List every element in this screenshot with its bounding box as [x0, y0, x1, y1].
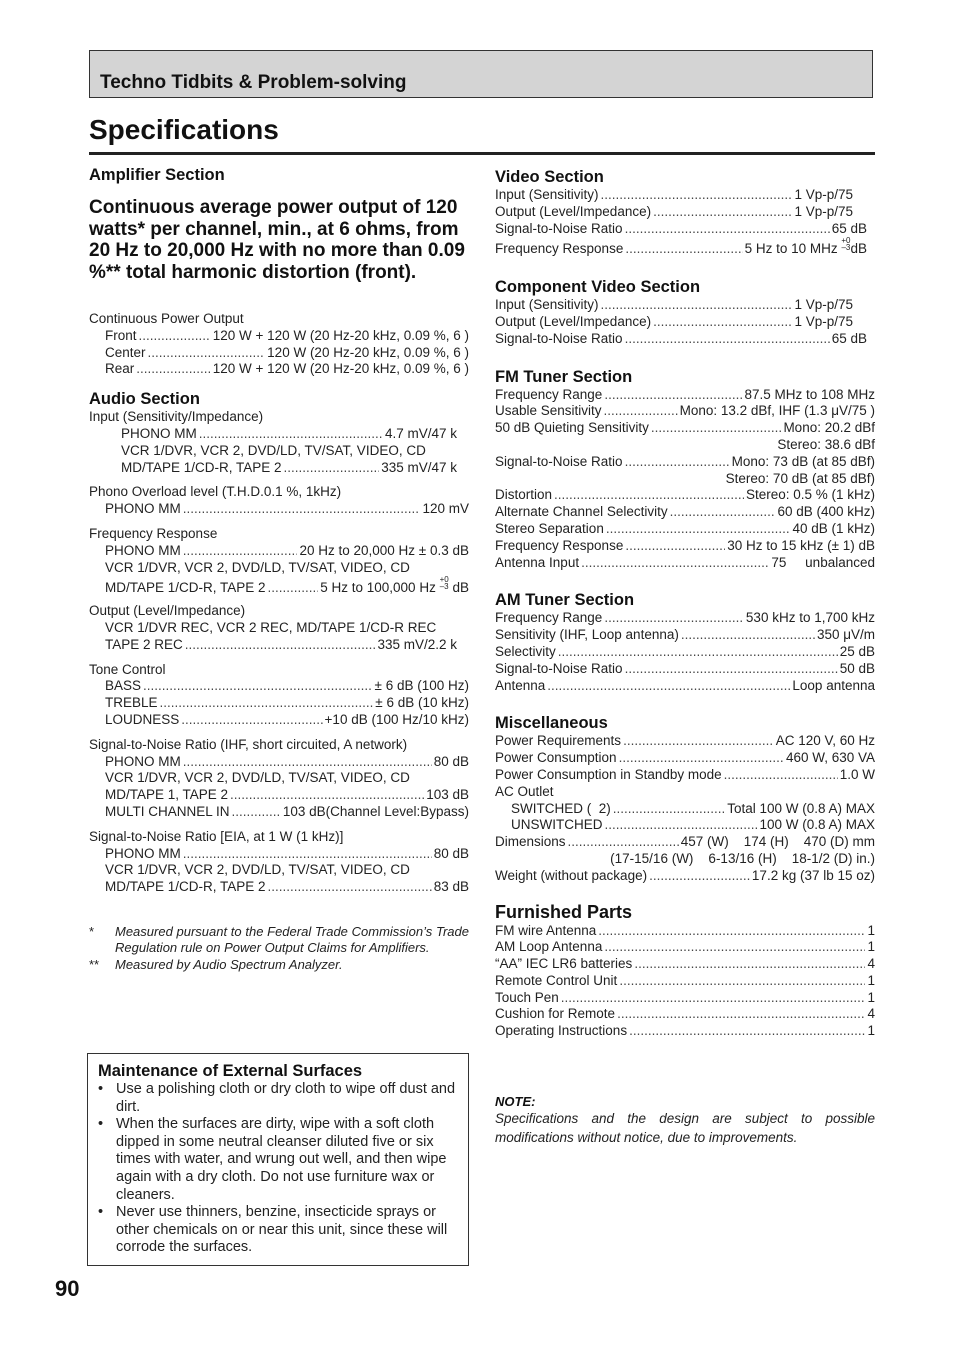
fm-snr-stereo: Stereo: 70 dB (at 85 dBf) — [725, 470, 875, 486]
spec-row-component: Input (Sensitivity) ..... 1 Vp-p/75 — [495, 297, 875, 314]
spec-row-component: Signal-to-Noise Ratio ..... 65 dB — [495, 331, 875, 348]
page-number: 90 — [55, 1276, 80, 1301]
spec-row-misc: Power Requirements ..... AC 120 V, 60 Hz — [495, 733, 875, 750]
spec-row-tape2-rec: TAPE 2 REC ..... 335 mV/2.2 k — [89, 637, 469, 654]
spec-row-snr-ihf-multi: MULTI CHANNEL IN ..... 103 dB(Channel Level:Bypass) — [89, 804, 469, 821]
spec-row-furnished: “AA” IEC LR6 batteries ..... 4 — [495, 956, 875, 973]
spec-row-furnished: Touch Pen ..... 1 — [495, 990, 875, 1007]
spec-row-fm: Frequency Response ..... 30 Hz to 15 kHz (± 1) dB — [495, 538, 875, 555]
misc-heading: Miscellaneous — [495, 714, 608, 733]
right-column — [495, 168, 875, 1147]
audio-heading: Audio Section — [89, 390, 200, 409]
spec-row-unswitched: UNSWITCHED ..... 100 W (0.8 A) MAX — [495, 817, 875, 834]
amplifier-heading: Amplifier Section — [89, 166, 225, 184]
spec-row-overload-phono: PHONO MM ..... 120 mV — [89, 501, 469, 518]
spec-row-md-tape: MD/TAPE 1/CD-R, TAPE 2 ..... 335 mV/47 k — [89, 460, 469, 477]
spec-row-am: Signal-to-Noise Ratio ..... 50 dB — [495, 661, 875, 678]
left-column — [89, 166, 469, 973]
title-divider — [89, 152, 875, 155]
tone-control-label: Tone Control — [89, 661, 166, 677]
spec-row-am: Antenna ..... Loop antenna — [495, 678, 875, 695]
ac-outlet-label: AC Outlet — [495, 783, 554, 799]
maintenance-item: • Never use thinners, benzine, insecticide sprays or other chemicals on or near this unit, since these will corrode the surfaces. — [98, 1204, 448, 1256]
spec-row-video: Signal-to-Noise Ratio ..... 65 dB — [495, 221, 875, 238]
snr-ihf-label: Signal-to-Noise Ratio (IHF, short circuited, A network) — [89, 736, 408, 752]
spec-row-fm: Distortion ..... Stereo: 0.5 % (1 kHz) — [495, 487, 875, 504]
spec-row-video-freq: Frequency Response ..... 5 Hz to 10 MHz $^{+0 -3}$dB — [495, 237, 875, 258]
fm-quiet-stereo: Stereo: 38.6 dBf — [777, 436, 875, 452]
spec-row-snr-ihf-phono: PHONO MM ..... 80 dB — [89, 754, 469, 771]
component-heading: Component Video Section — [495, 278, 701, 297]
snr-ihf-vcr-line: VCR 1/DVR, VCR 2, DVD/LD, TV/SAT, VIDEO, CD — [105, 770, 410, 786]
spec-row-fm: Frequency Range ..... 87.5 MHz to 108 MHz — [495, 387, 875, 404]
spec-row-freq-md-tape: MD/TAPE 1/CD-R, TAPE 2 ..... 5 Hz to 100,000 Hz $^{+0 -3}$ dB — [89, 576, 469, 597]
spec-row-snr-eia-md-tape: MD/TAPE 1/CD-R, TAPE 2 ..... 83 dB — [89, 879, 469, 896]
furnished-heading: Furnished Parts — [495, 901, 633, 922]
maintenance-item: • When the surfaces are dirty, wipe with a soft cloth dipped in some neutral cleanser diluted five or six times with water, and wrung out well, and then wipe again with a dry cloth. Do not use furniture wax or cleaners. — [98, 1116, 447, 1203]
spec-row-dimensions: Dimensions ..... 457 (W) 174 (H) 470 (D) mm — [495, 834, 875, 851]
spec-row-switched: SWITCHED ( 2) ..... Total 100 W (0.8 A) MAX — [495, 801, 875, 818]
spec-row-center: Center ..... 120 W (20 Hz-20 kHz, 0.09 %, 6 ) — [89, 345, 469, 362]
spec-row-snr-ihf-md-tape: MD/TAPE 1, TAPE 2 ..... 103 dB — [89, 787, 469, 804]
amplifier-statement: Continuous average power output of 120 watts* per channel, min., at 6 ohms, from 20 Hz to 20,000 Hz with no more than 0.09 %** total harmonic distortion (front). — [89, 197, 465, 283]
spec-row-phono-mm: PHONO MM ..... 4.7 mV/47 k — [89, 426, 469, 443]
snr-eia-vcr-line: VCR 1/DVR, VCR 2, DVD/LD, TV/SAT, VIDEO, CD — [105, 862, 410, 878]
output-line: VCR 1/DVR REC, VCR 2 REC, MD/TAPE 1/CD-R REC — [105, 619, 437, 635]
output-label: Output (Level/Impedance) — [89, 603, 246, 619]
cpo-label: Continuous Power Output — [89, 311, 244, 326]
spec-row-rear: Rear ..... 120 W + 120 W (20 Hz-20 kHz, 0.09 %, 6 ) — [89, 361, 469, 378]
note-text: Specifications and the design are subject to possible modifications without notice, due to improvements. — [495, 1111, 875, 1146]
spec-row-fm: Stereo Separation ..... 40 dB (1 kHz) — [495, 521, 875, 538]
tolerance-mark: +0 –3 — [439, 575, 449, 592]
spec-row-am: Sensitivity (IHF, Loop antenna) ..... 350 μV/m — [495, 627, 875, 644]
spec-row-furnished: Remote Control Unit ..... 1 — [495, 973, 875, 990]
audio-vcr-line: VCR 1/DVR, VCR 2, DVD/LD, TV/SAT, VIDEO, CD — [121, 442, 426, 458]
maintenance-box — [87, 1053, 469, 1266]
spec-row-furnished: Cushion for Remote ..... 4 — [495, 1006, 875, 1023]
spec-row-furnished: Operating Instructions ..... 1 — [495, 1023, 875, 1040]
spec-row-bass: BASS ..... ± 6 dB (100 Hz) — [89, 678, 469, 695]
maintenance-item: • Use a polishing cloth or dry cloth to wipe off dust and dirt. — [98, 1081, 456, 1115]
spec-row-video: Output (Level/Impedance) ..... 1 Vp-p/75 — [495, 204, 875, 221]
footnote-star1: * Measured pursuant to the Federal Trade Commission’s Trade Regulation rule on Power Output Claims for Amplifiers. — [89, 923, 469, 956]
freq-vcr-line: VCR 1/DVR, VCR 2, DVD/LD, TV/SAT, VIDEO, CD — [105, 559, 410, 575]
spec-row-front: Front ..... 120 W + 120 W (20 Hz-20 kHz, 0.09 %, 6 ) — [89, 328, 469, 345]
section-header-bar — [89, 50, 873, 98]
spec-row-freq-phono: PHONO MM ..... 20 Hz to 20,000 Hz ± 0.3 dB — [89, 543, 469, 560]
spec-row-furnished: FM wire Antenna ..... 1 — [495, 923, 875, 940]
section-header-title: Techno Tidbits & Problem-solving — [100, 72, 407, 93]
note-title: NOTE: — [495, 1094, 536, 1110]
maintenance-heading: Maintenance of External Surfaces — [98, 1062, 363, 1080]
spec-row-fm: Signal-to-Noise Ratio ..... Mono: 73 dB (at 85 dBf) — [495, 454, 875, 471]
video-heading: Video Section — [495, 168, 604, 186]
spec-row-misc: Power Consumption in Standby mode ..... 1.0 W — [495, 767, 875, 784]
am-heading: AM Tuner Section — [495, 591, 635, 610]
overload-label: Phono Overload level (T.H.D.0.1 %, 1kHz) — [89, 484, 342, 500]
spec-row-component: Output (Level/Impedance) ..... 1 Vp-p/75 — [495, 314, 875, 331]
dimensions-inches: (17-15/16 (W) 6-13/16 (H) 18-1/2 (D) in.) — [610, 850, 875, 866]
spec-row-treble: TREBLE ..... ± 6 dB (10 kHz) — [89, 695, 469, 712]
spec-row-furnished: AM Loop Antenna ..... 1 — [495, 939, 875, 956]
spec-row-fm: Alternate Channel Selectivity ..... 60 dB (400 kHz) — [495, 504, 875, 521]
spec-row-fm: Usable Sensitivity ..... Mono: 13.2 dBf, IHF (1.3 μV/75 ) — [495, 403, 875, 420]
spec-row-snr-eia-phono: PHONO MM ..... 80 dB — [89, 846, 469, 863]
page-title: Specifications — [89, 114, 279, 145]
spec-row-misc: Power Consumption ..... 460 W, 630 VA — [495, 750, 875, 767]
spec-row-loudness: LOUDNESS ..... +10 dB (100 Hz/10 kHz) — [89, 712, 469, 729]
spec-row-am: Selectivity ..... 25 dB — [495, 644, 875, 661]
spec-row-am: Frequency Range ..... 530 kHz to 1,700 kHz — [495, 610, 875, 627]
spec-row-fm: Antenna Input ..... 75 unbalanced — [495, 555, 875, 572]
tolerance-mark: +0 –3 — [841, 236, 851, 253]
spec-row-weight: Weight (without package) ..... 17.2 kg (37 lb 15 oz) — [495, 868, 875, 885]
spec-row-fm: 50 dB Quieting Sensitivity ..... Mono: 20.2 dBf — [495, 420, 875, 437]
freq-response-label: Frequency Response — [89, 525, 218, 541]
footnote-star2: ** Measured by Audio Spectrum Analyzer. — [89, 956, 343, 972]
audio-input-label: Input (Sensitivity/Impedance) — [89, 409, 264, 425]
spec-row-video: Input (Sensitivity) ..... 1 Vp-p/75 — [495, 187, 875, 204]
snr-eia-label: Signal-to-Noise Ratio [EIA, at 1 W (1 kHz)] — [89, 828, 344, 844]
fm-heading: FM Tuner Section — [495, 367, 633, 386]
